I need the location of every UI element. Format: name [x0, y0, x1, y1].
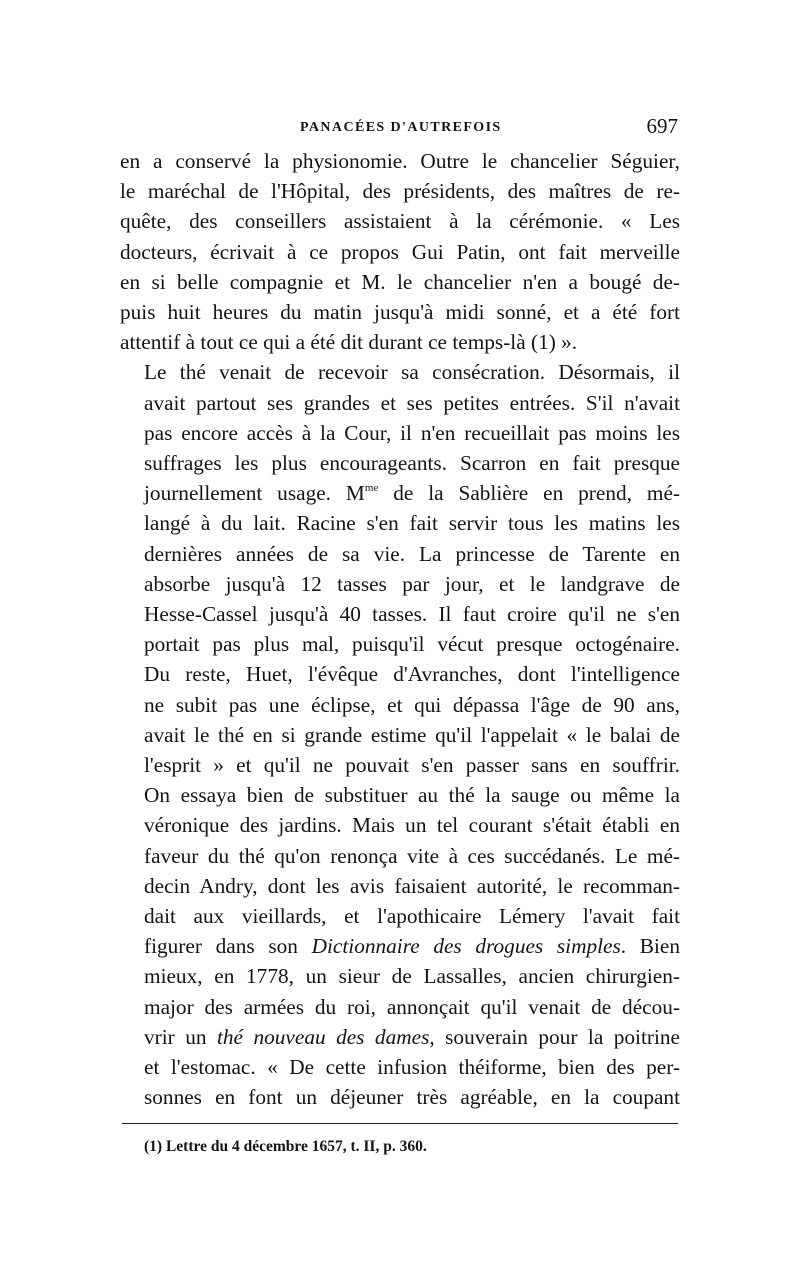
text-line: en si belle compagnie et M. le chancelier n'en a bougé de- [120, 269, 680, 294]
running-title: PANACÉES D'AUTREFOIS [300, 120, 502, 135]
text-line: Du reste, Huet, l'évêque d'Avranches, dont l'intelligence [144, 662, 680, 687]
text-segment: vrir un [144, 1024, 207, 1049]
text-line: véronique des jardins. Mais un tel courant s'était établi en [144, 813, 680, 838]
text-line: dait aux vieillards, et l'apothicaire Lémery l'avait fait [144, 904, 680, 929]
text-line: absorbe jusqu'à 12 tasses par jour, et le landgrave de [144, 571, 680, 596]
text-line [120, 931, 680, 961]
text-line: en a conservé la physionomie. Outre le chancelier Séguier, [120, 149, 680, 173]
text-line: dernières années de sa vie. La princesse de Tarente en [144, 541, 680, 566]
body-text [120, 146, 680, 1113]
paragraph-1 [120, 146, 680, 357]
text-segment: . Bien [620, 934, 681, 959]
footnote-rule [122, 1123, 678, 1124]
text-line: et l'estomac. « De cette infusion théiforme, bien des per- [144, 1055, 680, 1080]
text-line: On essaya bien de substituer au thé la sauge ou même la [144, 783, 680, 808]
text-line: avait partout ses grandes et ses petites entrées. S'il n'avait [144, 390, 680, 415]
text-line: puis huit heures du matin jusqu'à midi sonné, et a été fort [120, 300, 680, 325]
text-line: docteurs, écrivait à ce propos Gui Patin, ont fait merveille [120, 239, 680, 264]
text-segment: journellement usage. [144, 481, 331, 506]
text-line: attentif à tout ce qui a été dit durant ce temps-là (1) ». [120, 330, 578, 355]
text-line: l'esprit » et qu'il ne pouvait s'en passer sans en souffrir. [144, 753, 680, 778]
page-number: 697 [646, 114, 678, 138]
paragraph-2 [120, 357, 680, 1112]
text-segment: , souverain pour la poitrine [429, 1024, 680, 1049]
text-line: avait le thé en si grande estime qu'il l'appelait « le balai de [144, 722, 680, 747]
text-line: Hesse-Cassel jusqu'à 40 tasses. Il faut croire qu'il ne s'en [144, 602, 680, 627]
text-line [120, 1022, 680, 1052]
text-line: le maréchal de l'Hôpital, des présidents, des maîtres de re- [120, 179, 680, 204]
running-head [120, 110, 680, 146]
text-line: Le thé venait de recevoir sa consécration. Désormais, il [144, 360, 680, 385]
text-line: pas encore accès à la Cour, il n'en recueillait pas moins les [144, 420, 680, 445]
text-line: ne subit pas une éclipse, et qui dépassa l'âge de 90 ans, [144, 692, 680, 717]
footnote: (1) Lettre du 4 décembre 1657, t. II, p. 360. [144, 1137, 427, 1155]
text-line: faveur du thé qu'on renonça vite à ces succédanés. Le mé- [144, 843, 680, 868]
abbreviation-mme: $M^{me}$ [345, 481, 379, 506]
text-line: suffrages les plus encourageants. Scarron en fait presque [144, 451, 680, 476]
text-line: sonnes en font un déjeuner très agréable, en la coupant [144, 1085, 680, 1110]
text-line: decin Andry, dont les avis faisaient autorité, le recomman- [144, 873, 680, 898]
italic-title: Dictionnaire des drogues simples [311, 934, 621, 959]
text-line: mieux, en 1778, un sieur de Lassalles, ancien chirurgien- [144, 964, 680, 989]
text-line: major des armées du roi, annonçait qu'il venait de décou- [144, 994, 680, 1019]
book-page [120, 110, 680, 1156]
text-line [120, 478, 680, 508]
italic-title: thé nouveau des dames [216, 1024, 430, 1049]
text-line: quête, des conseillers assistaient à la cérémonie. « Les [120, 209, 680, 234]
text-segment: figurer dans son [144, 934, 298, 959]
text-segment: de la Sablière en prend, mé- [393, 481, 680, 506]
text-line: portait pas plus mal, puisqu'il vécut presque octogénaire. [144, 632, 680, 657]
text-line: langé à du lait. Racine s'en fait servir tous les matins les [144, 511, 680, 536]
